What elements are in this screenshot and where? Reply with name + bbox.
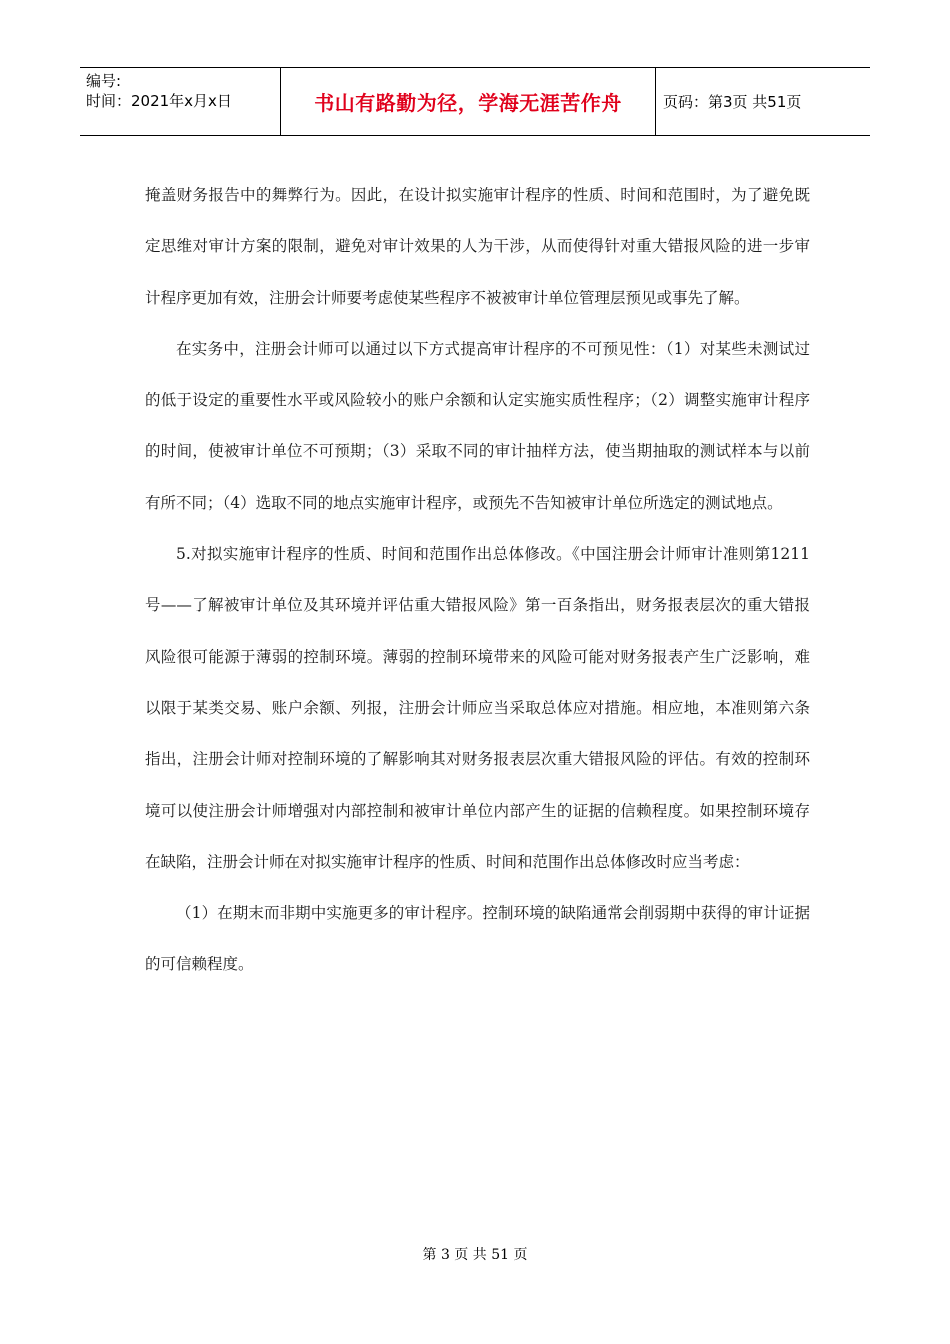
page-header [80, 67, 870, 136]
header-page-code: 页码：第3页 共51页 [663, 93, 802, 111]
paragraph: （1）在期末而非期中实施更多的审计程序。控制环境的缺陷通常会削弱期中获得的审计证据的可信赖程度。 [145, 904, 810, 974]
document-number-label: 编号: [86, 72, 122, 90]
header-motto: 书山有路勤为径，学海无涯苦作舟 [281, 68, 656, 135]
paragraph-continuation: 掩盖财务报告中的舞弊行为。因此，在设计拟实施审计程序的性质、时间和范围时，为了避免既定思维对审计方案的限制，避免对审计效果的人为干涉，从而使得针对重大错报风险的进一步审计程序更加有效，注册会计师要考虑使某些程序不被被审计单位管理层预见或事先了解。 [145, 186, 810, 307]
page-footer: 第 3 页 共 51 页 [422, 1247, 528, 1263]
paragraph: 5.对拟实施审计程序的性质、时间和范围作出总体修改。《中国注册会计师审计准则第1211号——了解被审计单位及其环境并评估重大错报风险》第一百条指出，财务报表层次的重大错报风险很可能源于薄弱的控制环境。薄弱的控制环境带来的风险可能对财务报表产生广泛影响，难以限于某类交易、账户余额、列报，注册会计师应当采取总体应对措施。相应地，本准则第六条指出，注册会计师对控制环境的了解影响其对财务报表层次重大错报风险的评估。有效的控制环境可以使注册会计师增强对内部控制和被审计单位内部产生的证据的信赖程度。如果控制环境存在缺陷，注册会计师在对拟实施审计程序的性质、时间和范围作出总体修改时应当考虑： [145, 545, 810, 871]
paragraph: 在实务中，注册会计师可以通过以下方式提高审计程序的不可预见性：（1）对某些未测试过的低于设定的重要性水平或风险较小的账户余额和认定实施实质性程序；（2）调整实施审计程序的时间，使被审计单位不可预期；（3）采取不同的审计抽样方法，使当期抽取的测试样本与以前有所不同；（4）选取不同的地点实施审计程序，或预先不告知被审计单位所选定的测试地点。 [145, 339, 810, 512]
document-time-label: 时间：2021年x月x日 [86, 92, 232, 110]
header-meta [80, 68, 281, 135]
document-body [145, 170, 810, 991]
